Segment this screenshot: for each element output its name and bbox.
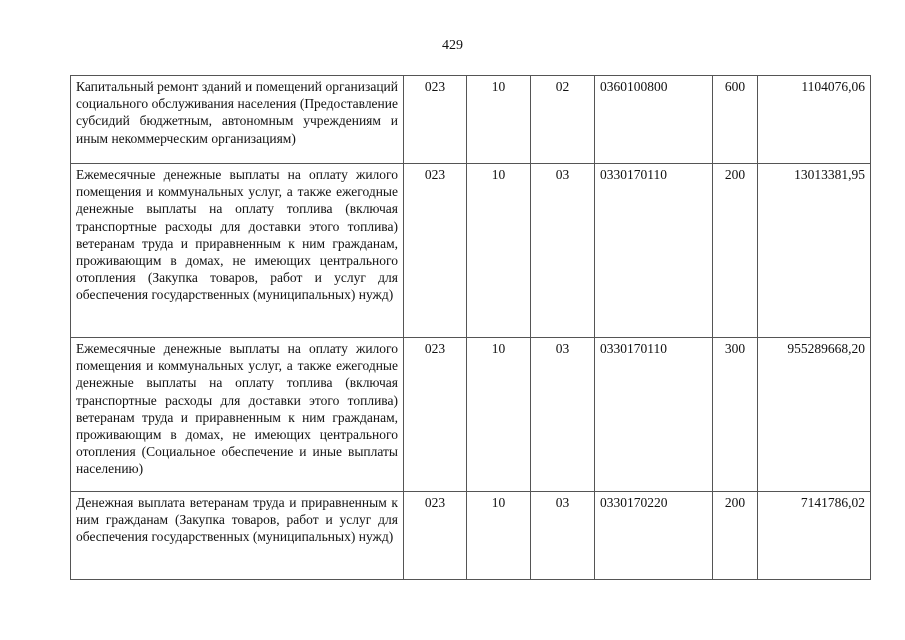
expense-type-code: 200	[713, 492, 758, 580]
ministry-code: 023	[404, 76, 467, 164]
amount: 7141786,02	[758, 492, 871, 580]
section-code: 10	[467, 492, 531, 580]
subsection-code: 03	[531, 492, 595, 580]
expense-type-code: 200	[713, 164, 758, 338]
row-description: Капитальный ремонт зданий и помещений организаций социального обслуживания населения (Предоставление субсидий бюджетным, автономным учреждениям и иным некоммерческим организациям)	[71, 76, 404, 164]
target-article-code: 0330170220	[595, 492, 713, 580]
page-number: 429	[442, 38, 463, 53]
amount: 955289668,20	[758, 338, 871, 492]
expense-type-code: 600	[713, 76, 758, 164]
row-description: Денежная выплата ветеранам труда и приравненным к ним гражданам (Закупка товаров, работ и услуг для обеспечения государственных (муниципальных) нужд)	[71, 492, 404, 580]
ministry-code: 023	[404, 338, 467, 492]
section-code: 10	[467, 338, 531, 492]
ministry-code: 023	[404, 492, 467, 580]
budget-table	[70, 75, 871, 580]
target-article-code: 0360100800	[595, 76, 713, 164]
section-code: 10	[467, 164, 531, 338]
subsection-code: 03	[531, 164, 595, 338]
table-row	[71, 492, 871, 580]
subsection-code: 03	[531, 338, 595, 492]
table-row	[71, 164, 871, 338]
section-code: 10	[467, 76, 531, 164]
amount: 1104076,06	[758, 76, 871, 164]
subsection-code: 02	[531, 76, 595, 164]
table-row	[71, 76, 871, 164]
target-article-code: 0330170110	[595, 338, 713, 492]
expense-type-code: 300	[713, 338, 758, 492]
row-description: Ежемесячные денежные выплаты на оплату жилого помещения и коммунальных услуг, а также ежегодные денежные выплаты на оплату топлива (включая транспортные расходы для доставки этого топлива) ветеранам труда и приравненным к ним гражданам, проживающим в домах, не имеющих центрального отопления (Закупка товаров, работ и услуг для обеспечения государственных (муниципальных) нужд)	[71, 164, 404, 338]
table-row	[71, 338, 871, 492]
ministry-code: 023	[404, 164, 467, 338]
amount: 13013381,95	[758, 164, 871, 338]
target-article-code: 0330170110	[595, 164, 713, 338]
row-description: Ежемесячные денежные выплаты на оплату жилого помещения и коммунальных услуг, а также ежегодные денежные выплаты на оплату топлива (включая транспортные расходы для доставки этого топлива) ветеранам труда и приравненным к ним гражданам, проживающим в домах, не имеющих центрального отопления (Социальное обеспечение и иные выплаты населению)	[71, 338, 404, 492]
